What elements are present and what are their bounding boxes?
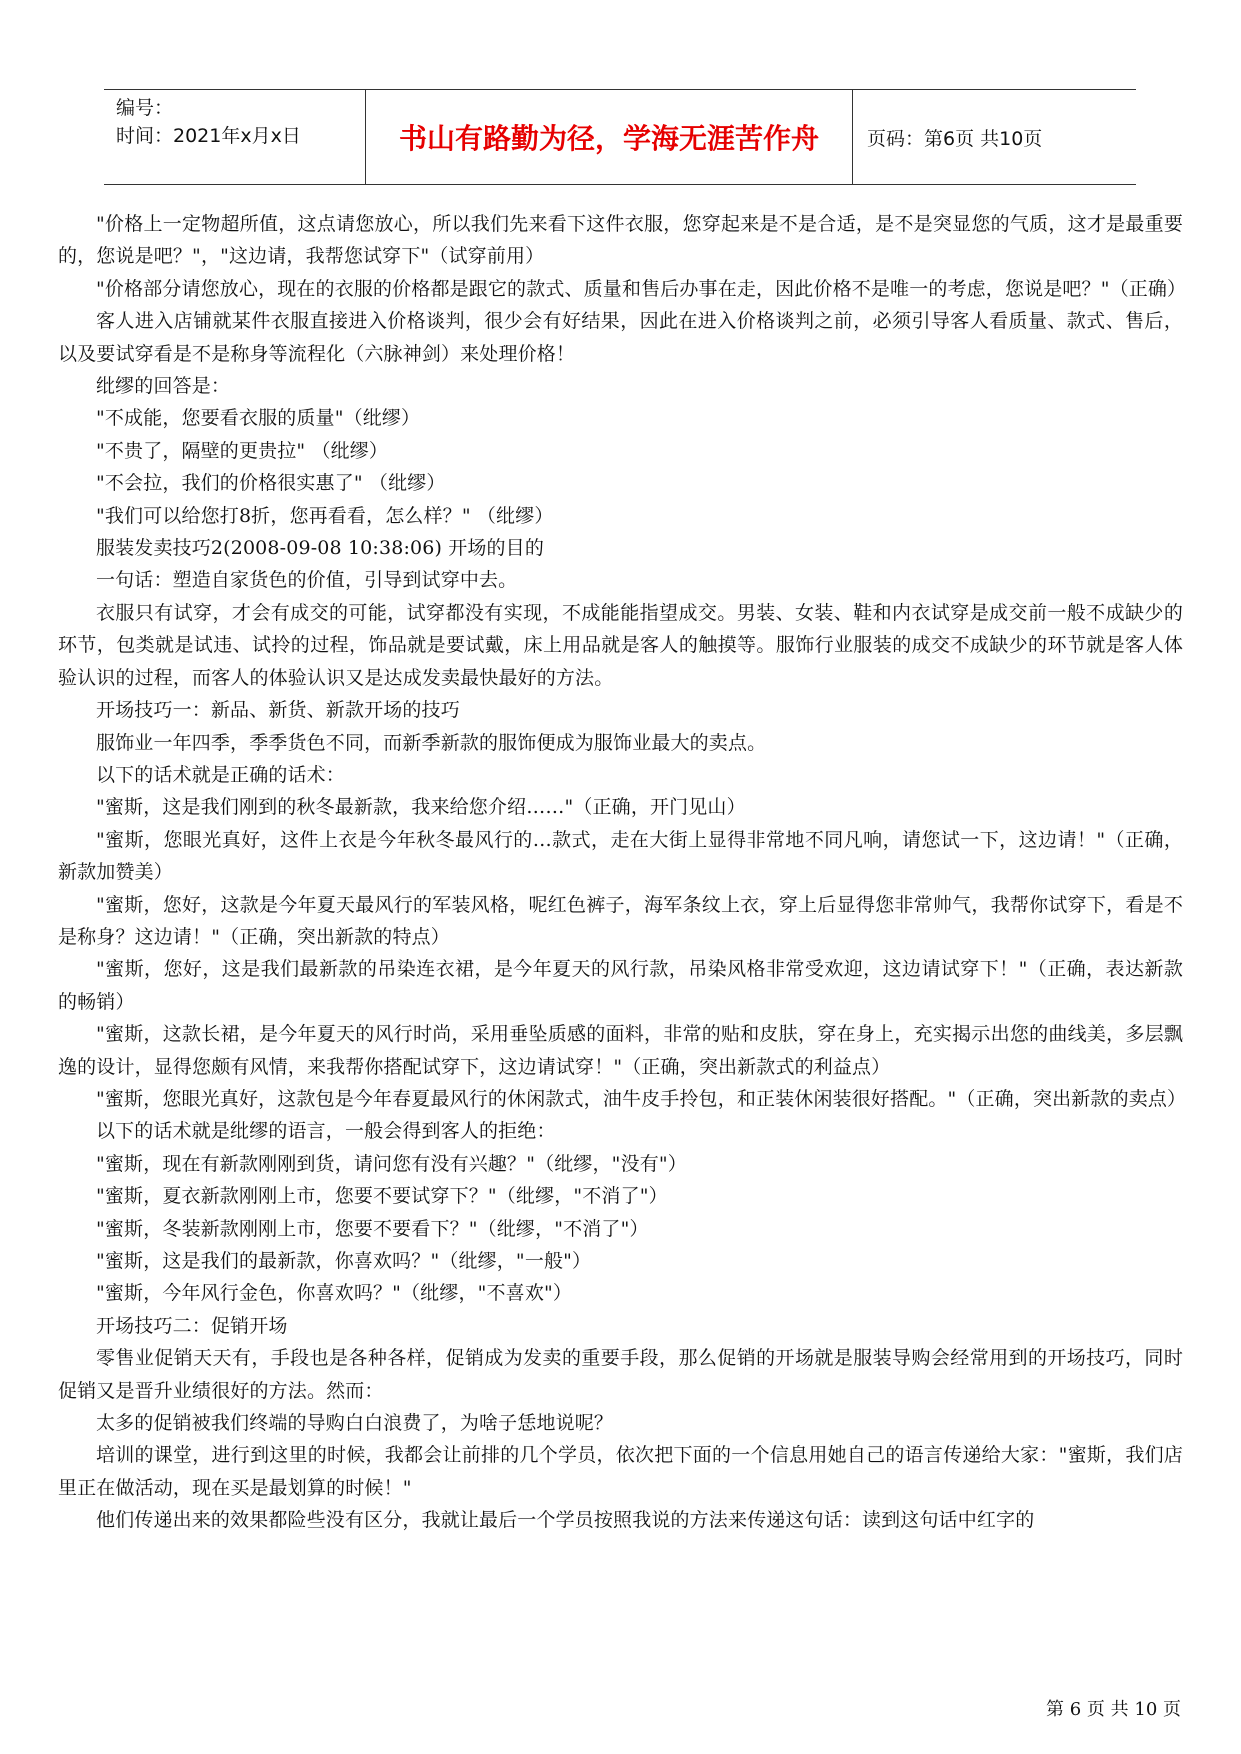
body-paragraph: 以下的话术就是正确的话术： <box>96 763 345 786</box>
page-header <box>104 89 1136 185</box>
header-page-code <box>853 90 1136 184</box>
body-paragraph: "蜜斯，夏衣新款刚刚上市，您要不要试穿下？"（纰缪，"不消了"） <box>96 1185 668 1208</box>
body-paragraph: 衣服只有试穿，才会有成交的可能，试穿都没有实现，不成能能指望成交。男装、女装、鞋和内衣试穿是成交前一般不成缺少的环节，包类就是试违、试拎的过程，饰品就是要试戴，床上用品就是客人的触摸等。服饰行业服装的成交不成缺少的环节就是客人体验认识的过程，而客人的体验认识又是达成发卖最快最好的方法。 <box>58 601 1183 689</box>
body-paragraph: 一句话：塑造自家货色的价值，引导到试穿中去。 <box>96 569 518 592</box>
header-motto <box>366 90 853 184</box>
body-paragraph: 零售业促销天天有，手段也是各种各样，促销成为发卖的重要手段，那么促销的开场就是服装导购会经常用到的开场技巧，同时促销又是晋升业绩很好的方法。然而： <box>58 1347 1183 1402</box>
body-paragraph: 开场技巧一：新品、新货、新款开场的技巧 <box>96 699 460 722</box>
body-paragraph: "蜜斯，这款长裙，是今年夏天的风行时尚，采用垂坠质感的面料，非常的贴和皮肤，穿在身上，充实揭示出您的曲线美，多层飘逸的设计，显得您颇有风情，来我帮你搭配试穿下，这边请试穿！"（正确，突出新款式的利益点） <box>58 1023 1183 1078</box>
body-paragraph: 以下的话术就是纰缪的语言，一般会得到客人的拒绝： <box>96 1120 556 1143</box>
body-paragraph: 纰缪的回答是： <box>96 375 231 398</box>
body-paragraph: 太多的促销被我们终端的导购白白浪费了，为啥子恁地说呢？ <box>96 1412 614 1435</box>
body-paragraph: "不会拉，我们的价格很实惠了" （纰缪） <box>96 472 446 495</box>
header-time: 时间：2021年x月x日 <box>116 125 301 147</box>
body-paragraph: 服装发卖技巧2(2008-09-08 10:38:06) 开场的目的 <box>96 537 544 560</box>
body-paragraph: "不成能，您要看衣服的质量"（纰缪） <box>96 407 421 430</box>
body-paragraph: "蜜斯，您眼光真好，这款包是今年春夏最风行的休闲款式，油牛皮手拎包，和正装休闲装很好搭配。"（正确，突出新款的卖点） <box>96 1087 1187 1110</box>
page-footer: 第 6 页 共 10 页 <box>1046 1699 1181 1720</box>
body-paragraph: "蜜斯，冬装新款刚刚上市，您要不要看下？"（纰缪，"不消了"） <box>96 1217 649 1240</box>
body-paragraph: "不贵了，隔壁的更贵拉" （纰缪） <box>96 439 389 462</box>
body-paragraph: 开场技巧二：促销开场 <box>96 1314 288 1337</box>
body-paragraph: "蜜斯，您好，这款是今年夏天最风行的军装风格，呢红色裤子，海军条纹上衣，穿上后显得您非常帅气，我帮你试穿下，看是不是称身？这边请！"（正确，突出新款的特点） <box>58 893 1183 948</box>
header-number: 编号： <box>116 97 174 119</box>
body-paragraph: 培训的课堂，进行到这里的时候，我都会让前排的几个学员，依次把下面的一个信息用她自己的语言传递给大家："蜜斯，我们店里正在做活动，现在买是最划算的时候！" <box>58 1444 1183 1499</box>
body-paragraph: "我们可以给您打8折，您再看看，怎么样？" （纰缪） <box>96 504 554 527</box>
page-code-text: 页码：第6页 共10页 <box>867 127 1043 150</box>
body-paragraph: 客人进入店铺就某件衣服直接进入价格谈判，很少会有好结果，因此在进入价格谈判之前，必须引导客人看质量、款式、售后，以及要试穿看是不是称身等流程化（六脉神剑）来处理价格！ <box>58 310 1183 365</box>
body-paragraph: "蜜斯，这是我们的最新款，你喜欢吗？"（纰缪，"一般"） <box>96 1250 592 1272</box>
body-paragraph: "蜜斯，您眼光真好，这件上衣是今年秋冬最风行的…款式，走在大街上显得非常地不同凡响，请您试一下，这边请！"（正确，新款加赞美） <box>58 828 1183 884</box>
document-body <box>58 208 1187 1537</box>
body-paragraph: 服饰业一年四季，季季货色不同，而新季新款的服饰便成为服饰业最大的卖点。 <box>96 731 767 754</box>
body-paragraph: "蜜斯，今年风行金色，你喜欢吗？"（纰缪，"不喜欢"） <box>96 1282 573 1305</box>
body-paragraph: "蜜斯，这是我们刚到的秋冬最新款，我来给您介绍……"（正确，开门见山） <box>96 796 746 819</box>
motto-text: 书山有路勤为径，学海无涯苦作舟 <box>398 122 819 155</box>
body-paragraph: "价格部分请您放心，现在的衣服的价格都是跟它的款式、质量和售后办事在走，因此价格不是唯一的考虑，您说是吧？"（正确） <box>96 277 1187 300</box>
body-paragraph: "蜜斯，您好，这是我们最新款的吊染连衣裙，是今年夏天的风行款，吊染风格非常受欢迎，这边请试穿下！"（正确，表达新款的畅销） <box>58 958 1183 1013</box>
body-paragraph: "蜜斯，现在有新款刚刚到货，请问您有没有兴趣？"（纰缪，"没有"） <box>96 1152 687 1175</box>
body-paragraph: 他们传递出来的效果都险些没有区分，我就让最后一个学员按照我说的方法来传递这句话：读到这句话中红字的 <box>96 1509 1035 1532</box>
body-paragraph: "价格上一定物超所值，这点请您放心，所以我们先来看下这件衣服，您穿起来是不是合适，是不是突显您的气质，这才是最重要的，您说是吧？"，"这边请，我帮您试穿下"（试穿前用） <box>58 213 1183 268</box>
header-info-cell <box>104 90 366 184</box>
